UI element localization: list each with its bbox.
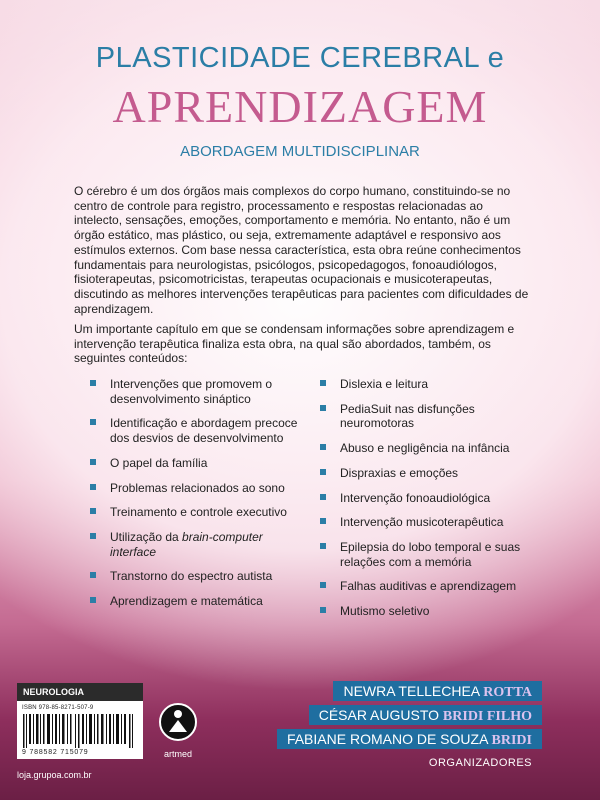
square-bullet-icon <box>90 419 96 425</box>
artmed-logo-icon <box>158 702 198 746</box>
list-item <box>90 481 300 496</box>
list-item <box>320 441 530 456</box>
list-item <box>90 505 300 520</box>
author-given-name: FABIANE ROMANO DE SOUZA <box>286 731 488 747</box>
square-bullet-icon <box>90 533 96 539</box>
topic-text: Aprendizagem e matemática <box>110 594 263 609</box>
square-bullet-icon <box>90 597 96 603</box>
square-bullet-icon <box>90 508 96 514</box>
topic-text: PediaSuit nas disfunções neuromotoras <box>340 401 475 431</box>
list-item <box>320 377 530 392</box>
barcode-panel <box>17 701 143 759</box>
topic-text: Abuso e negligência na infância <box>340 441 510 456</box>
topic-text: Intervenção fonoaudiológica <box>340 490 491 505</box>
topic-text: O papel da família <box>110 455 208 470</box>
square-bullet-icon <box>320 607 326 613</box>
topic-text: Treinamento e controle executivo <box>110 505 287 520</box>
list-item <box>90 377 300 406</box>
topic-text: Transtorno do espectro autista <box>110 569 273 584</box>
list-item <box>90 456 300 471</box>
topic-text: Falhas auditivas e aprendizagem <box>340 579 517 594</box>
square-bullet-icon <box>320 380 326 386</box>
list-item <box>90 569 300 584</box>
author-given-name: NEWRA TELLECHEA <box>343 683 480 699</box>
author-surname: BRIDI <box>491 733 532 748</box>
list-item <box>90 530 300 559</box>
square-bullet-icon <box>90 380 96 386</box>
topic-text-italic: brain-computer interface <box>110 529 263 559</box>
topic-text: Intervenções que promovem o desenvolvimento sináptico <box>110 377 273 406</box>
author-surname: ROTTA <box>483 685 532 700</box>
publisher-logo <box>158 702 198 762</box>
isbn-text: ISBN 978-85-8271-507-9 <box>22 705 94 711</box>
intro-paragraph-1: O cérebro é um dos órgãos mais complexos do corpo humano, constituindo-se no centro de controle para registro, processamento e respostas relacionadas ao intelecto, sensações, emoções, comportamento e memória. No entanto, não é um órgão estático, mas plástico, ou seja, extremamente adaptável e responsivo aos estímulos externos. Com base nessa característica, esta obra reúne conhecimentos fundamentais para neurologistas, psicólogos, psicopedagogos, fonoaudiólogos, fisioterapeutas, psicomotricistas, terapeutas ocupacionais e musicoterapeutas, discutindo as melhores intervenções terapêuticas para pacientes com dificuldades de aprendizagem. <box>74 184 529 316</box>
topic-text: Epilepsia do lobo temporal e suas relações com a memória <box>340 539 521 569</box>
square-bullet-icon <box>320 469 326 475</box>
list-item <box>320 402 530 431</box>
author-surname: BRIDI FILHO <box>442 709 532 724</box>
intro-paragraph-2: Um importante capítulo em que se condensam informações sobre aprendizagem e intervenção terapêutica finaliza esta obra, na qual são abordados, também, os seguintes conteúdos: <box>74 322 515 366</box>
topic-text: Dislexia e leitura <box>340 377 429 391</box>
square-bullet-icon <box>90 459 96 465</box>
list-item <box>320 491 530 506</box>
topic-text: Utilização da <box>110 529 183 544</box>
topics-list-left <box>90 377 300 619</box>
square-bullet-icon <box>320 405 326 411</box>
square-bullet-icon <box>90 484 96 490</box>
topic-text: Problemas relacionados ao sono <box>110 480 285 495</box>
organizers-label: ORGANIZADORES <box>428 757 532 769</box>
list-item <box>320 579 530 594</box>
square-bullet-icon <box>320 543 326 549</box>
barcode-icon <box>23 714 137 748</box>
list-item <box>90 594 300 609</box>
website-link[interactable]: loja.grupoa.com.br <box>17 770 92 780</box>
list-item <box>320 604 530 619</box>
topics-list-right <box>320 377 530 629</box>
topic-text: Dispraxias e emoções <box>340 465 459 480</box>
author-2 <box>309 705 542 725</box>
square-bullet-icon <box>320 518 326 524</box>
author-3 <box>277 729 542 749</box>
topic-text: Identificação e abordagem precoce dos desvios de desenvolvimento <box>110 416 298 446</box>
title-line-2: APRENDIZAGEM <box>112 81 488 132</box>
author-1 <box>333 681 542 701</box>
barcode-number: 9 788582 715079 <box>22 749 89 756</box>
list-item <box>320 515 530 530</box>
square-bullet-icon <box>90 572 96 578</box>
list-item <box>90 416 300 445</box>
square-bullet-icon <box>320 444 326 450</box>
author-given-name: CÉSAR AUGUSTO <box>318 707 440 723</box>
title-line-1: PLASTICIDADE CEREBRAL e <box>95 42 505 74</box>
square-bullet-icon <box>320 582 326 588</box>
square-bullet-icon <box>320 494 326 500</box>
subtitle: ABORDAGEM MULTIDISCIPLINAR <box>180 143 420 160</box>
category-label: NEUROLOGIA <box>17 683 143 701</box>
topic-text: Intervenção musicoterapêutica <box>340 515 504 530</box>
list-item <box>320 466 530 481</box>
publisher-name: artmed <box>163 749 192 759</box>
list-item <box>320 540 530 569</box>
topic-text: Mutismo seletivo <box>340 604 430 619</box>
